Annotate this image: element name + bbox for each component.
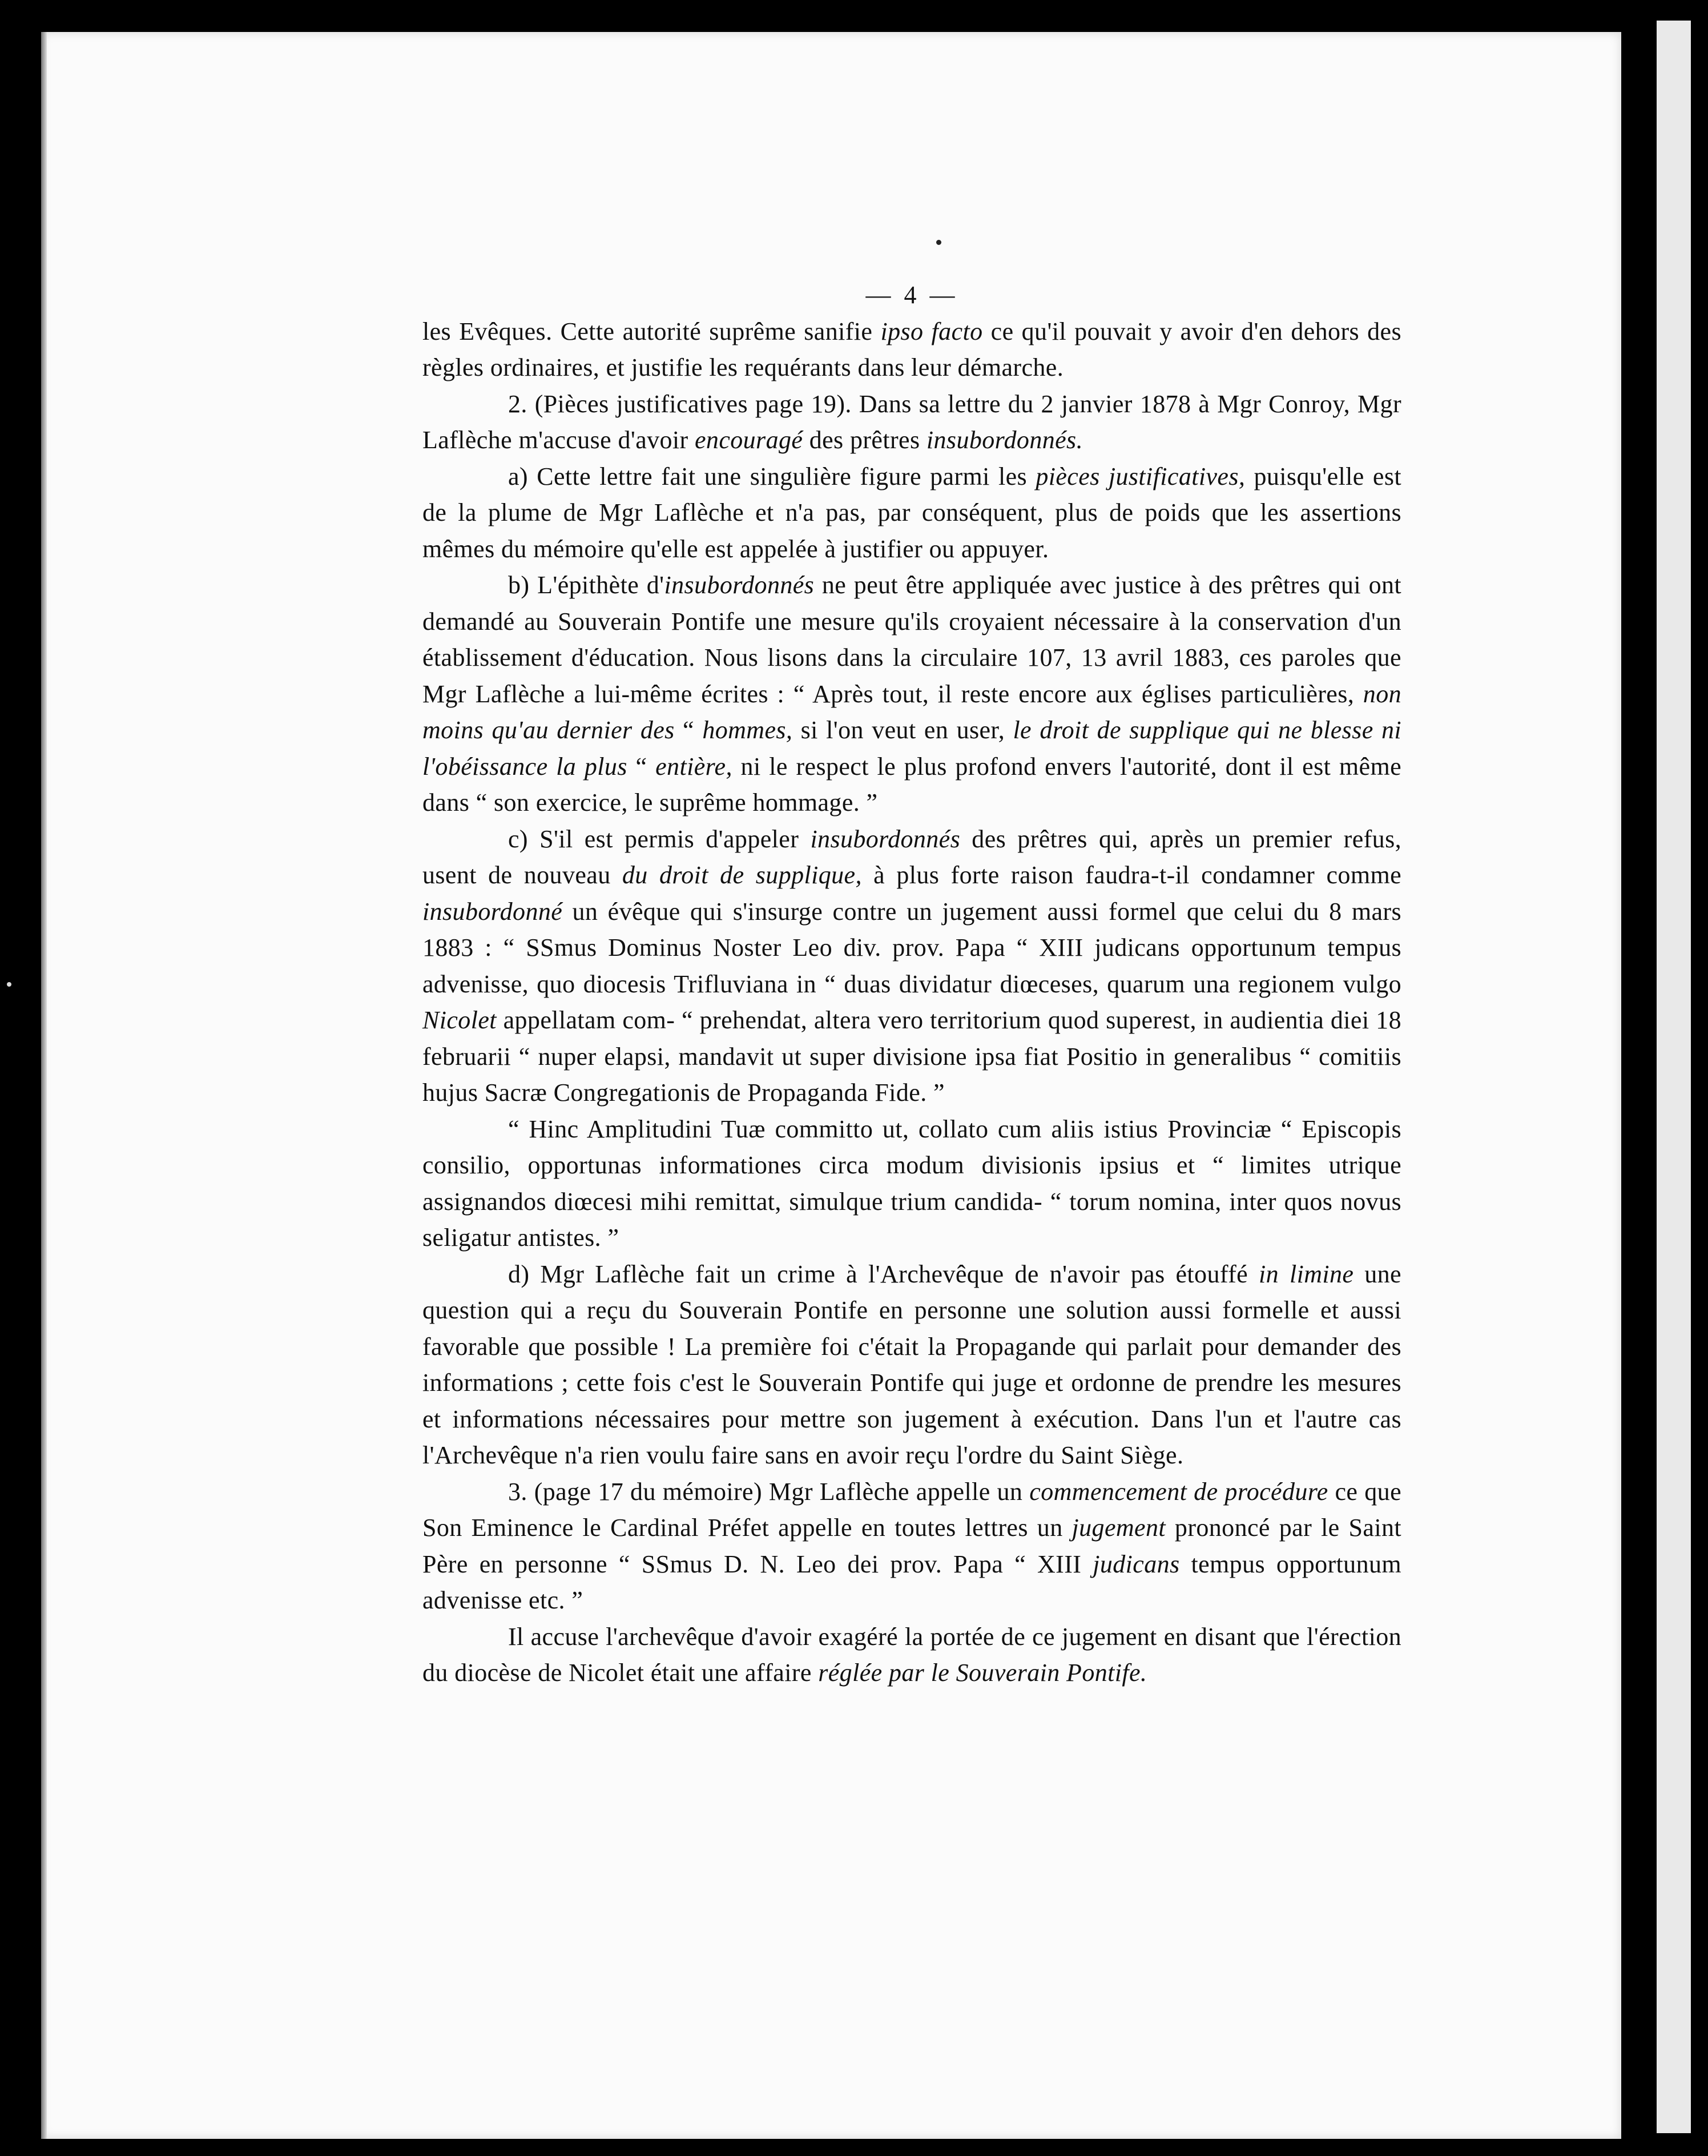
text-run: “ <box>674 716 703 744</box>
italic-run: du droit de supplique, <box>622 861 862 889</box>
italic-run: encouragé <box>695 426 803 454</box>
text-run: un évêque qui s'insurge contre un jugement aussi formel que celui du 8 mars 1883 : “ SSmus Dominus Noster Leo div. prov. Papa “ XIII judicans opportunum tempus advenisse, quo diocesis Trifluviana in “ duas dividatur diœceses, quarum una regionem vulgo <box>422 897 1401 998</box>
paragraph-continuation <box>422 313 1401 386</box>
italic-run: le droit de supplique qui ne blesse ni l'obéissance la plus <box>422 716 1401 781</box>
paragraph-point-2 <box>422 386 1401 458</box>
italic-run: ipso facto <box>880 317 983 345</box>
text-run: appellatam com- “ prehendat, altera vero territorium quod superest, in audientia diei 18 februarii “ nuper elapsi, mandavit ut super divisione ipsa fiat Positio in generalibus “ comitiis hujus Sacræ Congregationis de Propaganda Fide. ” <box>422 1006 1401 1107</box>
text-run: b) L'épithète d' <box>508 571 664 599</box>
text-run: c) S'il est permis d'appeler <box>508 824 811 853</box>
text-run: ni le respect le plus profond envers l'autorité, dont il est même dans “ son exercice, le suprême hommage. ” <box>422 752 1402 816</box>
text-run: “ <box>627 752 656 781</box>
text-run: si l'on veut en user, <box>792 716 1013 744</box>
text-run: d) Mgr Laflèche fait un crime à l'Archevêque de n'avoir pas étouffé <box>508 1260 1259 1288</box>
adjacent-page-edge <box>1657 21 1691 2133</box>
text-run: “ Hinc Amplitudini Tuæ committo ut, collato cum aliis istius Provinciæ “ Episcopis consilio, opportunas informationes circa modum divisionis ipsius et “ limites utrique assignandos diœcesi mihi remittat, simulque trium candida- “ torum nomina, inter quos novus seligatur antistes. ” <box>422 1115 1401 1252</box>
italic-run: jugement <box>1071 1514 1166 1542</box>
paragraph-point-3 <box>422 1474 1401 1619</box>
text-run: 2. (Pièces justificatives page 19). Dans sa lettre du 2 janvier 1878 à Mgr Conroy, Mgr Laflèche m'accuse d'avoir <box>422 389 1401 454</box>
paragraph-point-b <box>422 567 1401 821</box>
text-run: tempus opportunum advenisse etc. ” <box>422 1550 1401 1614</box>
paragraph-conclusion <box>422 1619 1401 1691</box>
text-run: à plus forte raison faudra-t-il condamner comme <box>861 861 1401 889</box>
text-run: les Evêques. Cette autorité suprême sanifie <box>422 317 881 345</box>
text-run: des prêtres qui, après un premier refus, usent de nouveau <box>422 824 1402 889</box>
text-run: a) Cette lettre fait une singulière figure parmi les <box>508 462 1036 490</box>
italic-run: in limine <box>1259 1260 1354 1288</box>
italic-run: insubordonnés <box>810 824 961 853</box>
ink-speck <box>936 240 941 245</box>
italic-run: Nicolet <box>422 1006 497 1034</box>
italic-run: judicans <box>1093 1550 1180 1578</box>
italic-run: insubordonné <box>422 897 563 926</box>
page-number: — 4 — <box>865 281 958 309</box>
text-run: prononcé par le Saint Père en personne “ SSmus D. N. Leo dei prov. Papa “ XIII <box>422 1514 1401 1578</box>
text-run: des prêtres <box>803 426 926 454</box>
italic-run: réglée par le Souverain Pontife. <box>818 1659 1147 1687</box>
italic-run: pièces justificatives, <box>1036 462 1246 490</box>
italic-run: insubordonnés. <box>926 426 1083 454</box>
text-run: puisqu'elle est de la plume de Mgr Laflèche et n'a pas, par conséquent, plus de poids que les assertions mêmes du mémoire qu'elle est appelée à justifier ou appuyer. <box>422 462 1401 563</box>
italic-run: entière, <box>655 752 732 781</box>
text-run: ce que Son Eminence le Cardinal Préfet appelle en toutes lettres un <box>422 1477 1402 1542</box>
italic-run: insubordonnés <box>664 571 815 599</box>
paragraph-point-c <box>422 821 1401 1111</box>
italic-run: non moins qu'au dernier des <box>422 679 1401 744</box>
text-run: ce qu'il pouvait y avoir d'en dehors des règles ordinaires, et justifie les requérants dans leur démarche. <box>422 317 1401 381</box>
text-run: ne peut être appliquée avec justice à des prêtres qui ont demandé au Souverain Pontife une mesure qu'ils croyaient nécessaire à la conservation d'un établissement d'éducation. Nous lisons dans la circulaire 107, 13 avril 1883, ces paroles que Mgr Laflèche a lui-même écrites : “ Après tout, il reste encore aux églises particulières, <box>422 571 1401 708</box>
text-run: 3. (page 17 du mémoire) Mgr Laflèche appelle un <box>508 1477 1030 1506</box>
document-body <box>422 277 1401 1691</box>
scan-speck <box>7 982 11 987</box>
paragraph-point-d <box>422 1256 1401 1474</box>
paragraph-latin-quote <box>422 1111 1401 1256</box>
italic-run: commencement de procédure <box>1029 1477 1328 1506</box>
paragraph-point-a <box>422 458 1401 568</box>
text-run: Il accuse l'archevêque d'avoir exagéré la portée de ce jugement en disant que l'érection du diocèse de Nicolet était une affaire <box>422 1622 1401 1687</box>
page-gutter-shadow <box>41 32 47 2139</box>
text-run: une question qui a reçu du Souverain Pontife en personne une solution aussi formelle et aussi favorable que possible ! La première foi c'était la Propagande qui parlait pour demander des informations ; cette fois c'est le Souverain Pontife qui juge et ordonne de prendre les mesures et informations nécessaires pour mettre son jugement à exécution. Dans l'un et l'autre cas l'Archevêque n'a rien voulu faire sans en avoir reçu l'ordre du Saint Siège. <box>422 1260 1401 1469</box>
italic-run: hommes, <box>702 716 793 744</box>
